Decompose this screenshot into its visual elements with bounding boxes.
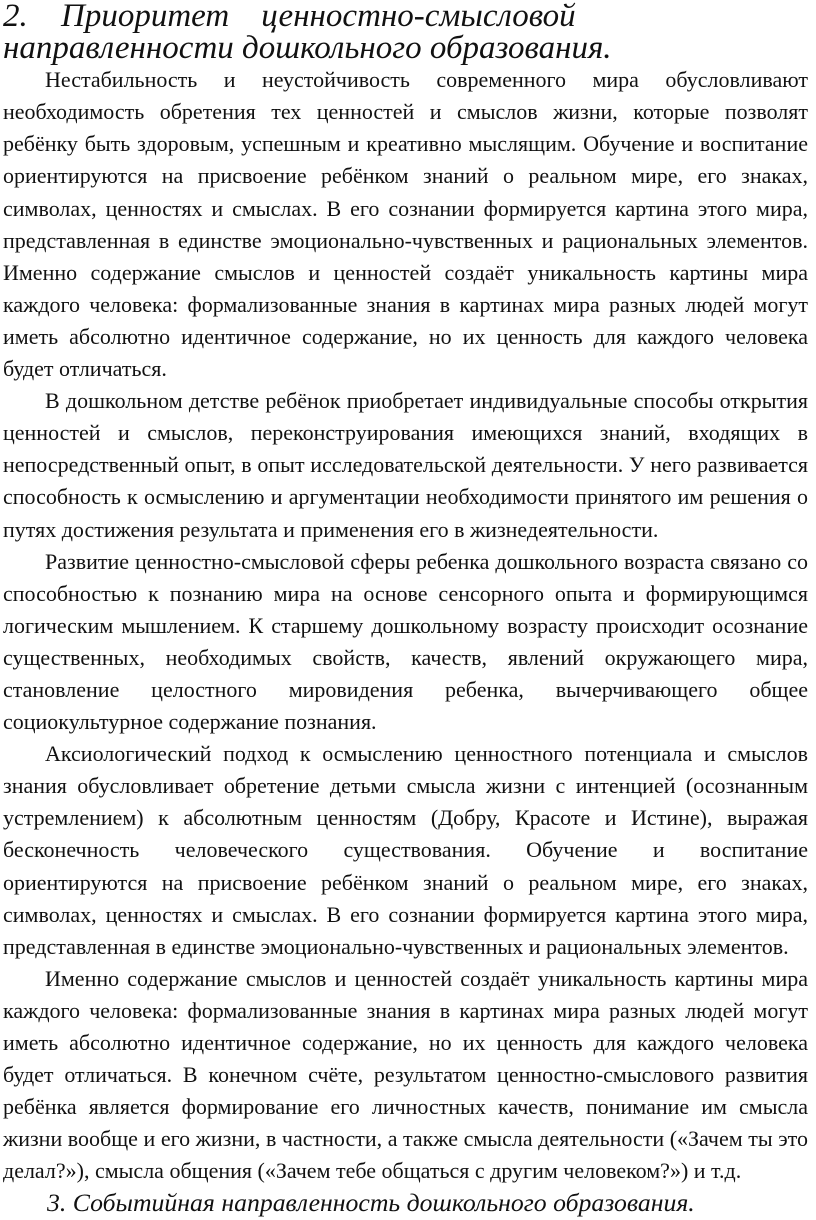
paragraph-1: Нестабильность и неустойчивость современного мира обусловливают необходимость обретения тех ценностей и смыслов жизни, которые позволят ребёнку быть здоровым, успешным и креативно мыслящим. Обучение и воспитание ориентируются на присвоение ребёнком знаний о реальном мире, его знаках, символах, ценностях и смыслах. В его сознании формируется картина этого мира, представленная в единстве эмоционально-чувственных и рациональных элементов. Именно содержание смыслов и ценностей создаёт уникальность картины мира каждого человека: формализованные знания в картинах мира разных людей могут иметь абсолютно идентичное содержание, но их ценность для каждого человека будет отличаться. <box>3 67 808 382</box>
section-3-heading: 3. Событийная направленность дошкольного образования. <box>47 1188 695 1218</box>
section-2-title-rest: ценностно-смысловой направленности дошкольного образования. <box>3 0 612 67</box>
section-2-heading <box>3 0 808 67</box>
section-2-number: 2. <box>3 0 28 34</box>
paragraph-4: Аксиологический подход к осмыслению ценностного потенциала и смыслов знания обусловливает обретение детьми смысла жизни с интенцией (осознанным устремлением) к абсолютным ценностям (Добру, Красоте и Истине), выражая бесконечность человеческого существования. Обучение и воспитание ориентируются на присвоение ребёнком знаний о реальном мире, его знаках, символах, ценностях и смыслах. В его сознании формируется картина этого мира, представленная в единстве эмоционально-чувственных и рациональных элементов. <box>3 741 808 959</box>
paragraph-2: В дошкольном детстве ребёнок приобретает индивидуальные способы открытия ценностей и смыслов, переконструирования имеющихся знаний, входящих в непосредственный опыт, в опыт исследовательской деятельности. У него развивается способность к осмыслению и аргументации необходимости принятого им решения о путях достижения результата и применения его в жизнедеятельности. <box>3 388 808 542</box>
paragraph-5: Именно содержание смыслов и ценностей создаёт уникальность картины мира каждого человека: формализованные знания в картинах мира разных людей могут иметь абсолютно идентичное содержание, но их ценность для каждого человека будет отличаться. В конечном счёте, результатом ценностно-смыслового развития ребёнка является формирование его личностных качеств, понимание им смысла жизни вообще и его жизни, в частности, а также смысла деятельности («Зачем ты это делал?»), смысла общения («Зачем тебе общаться с другим человеком?») и т.д. <box>3 965 808 1184</box>
section-2-first-word: Приоритет <box>61 0 230 34</box>
paragraph-3: Развитие ценностно-смысловой сферы ребенка дошкольного возраста связано со способностью к познанию мира на основе сенсорного опыта и формирующимся логическим мышлением. К старшему дошкольному возрасту происходит осознание существенных, необходимых свойств, качеств, явлений окружающего мира, становление целостного мировидения ребенка, вычерчивающего общее социокультурное содержание познания. <box>3 548 808 735</box>
